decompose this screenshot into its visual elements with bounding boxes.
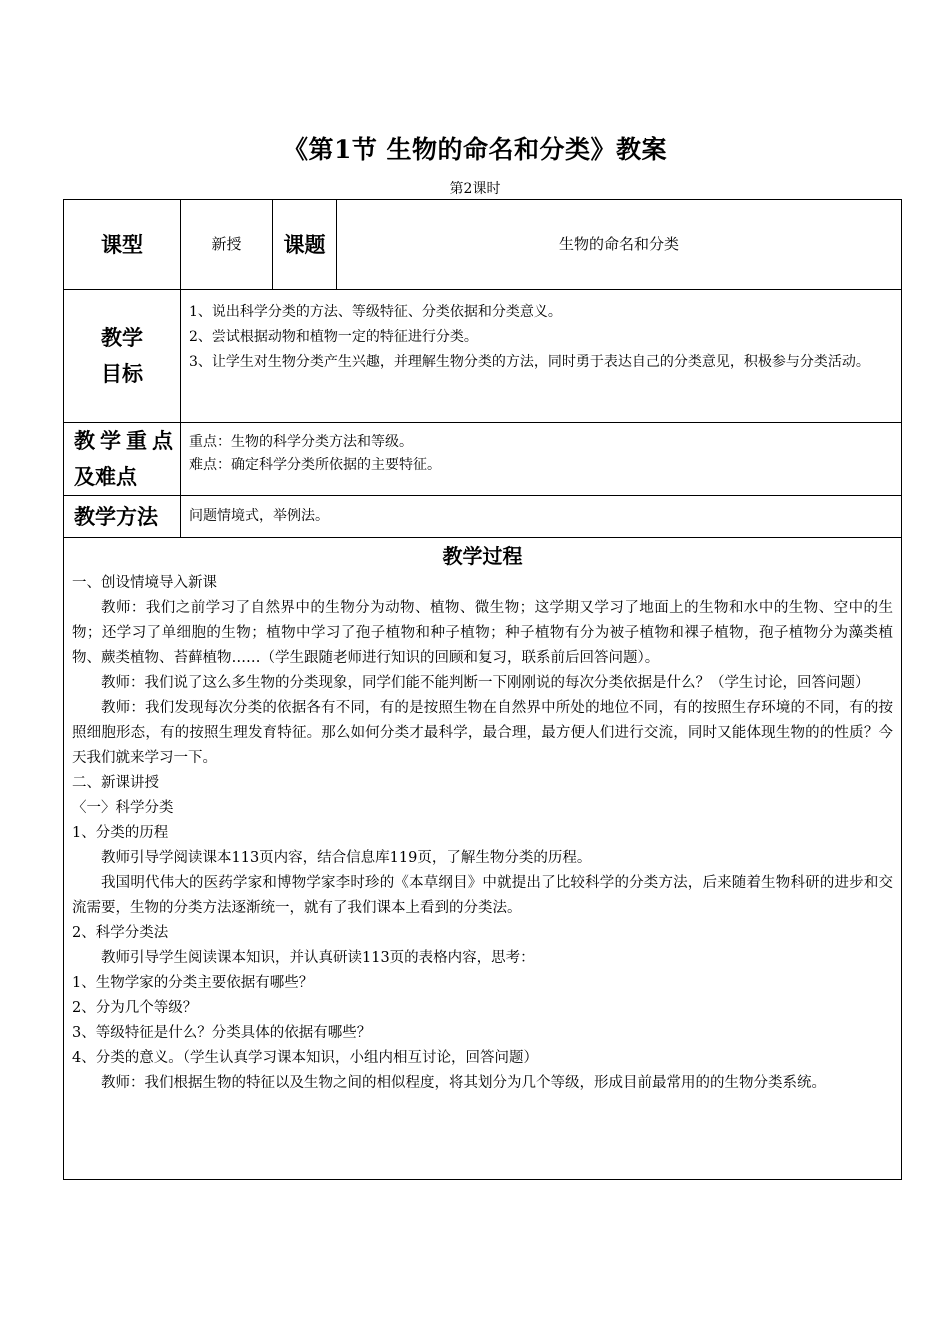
goals-content: [181, 290, 902, 423]
document-title: 《第1节 生物的命名和分类》教案: [282, 135, 668, 164]
lesson-plan-table: [63, 199, 902, 1180]
row-goals: [64, 290, 902, 423]
lesson-period: 第2课时: [449, 181, 501, 197]
process-paragraph: 教师：我们发现每次分类的依据各有不同，有的是按照生物在自然界中所处的地位不同，有的按照生存环境的不同，有的按照细胞形态，有的按照生理发育特征。那么如何分类才最科学，最合理，最方便人们进行交流，同时又能体现生物的的性质？今天我们就来学习一下。: [72, 700, 893, 766]
process-question: 1、生物学家的分类主要依据有哪些？: [72, 975, 314, 991]
row-course-type: [64, 200, 902, 290]
goal-item: 1、说出科学分类的方法、等级特征、分类依据和分类意义。: [189, 304, 562, 320]
process-heading: 二、新课讲授: [72, 775, 159, 791]
process-paragraph: 教师：我们说了这么多生物的分类现象，同学们能不能判断一下刚刚说的每次分类依据是什么？（学生讨论，回答问题）: [101, 675, 870, 691]
process-title: 教学过程: [442, 544, 523, 568]
goal-item: 3、让学生对生物分类产生兴趣，并理解生物分类的方法，同时勇于表达自己的分类意见，积极参与分类活动。: [189, 354, 870, 370]
row-process: [64, 538, 902, 1180]
process-heading: 〈一〉科学分类: [72, 800, 174, 816]
goal-item: 2、尝试根据动物和植物一定的特征进行分类。: [189, 329, 478, 345]
process-heading: 一、创设情境导入新课: [72, 575, 217, 591]
key-points-content: [181, 423, 902, 496]
goals-label: [64, 290, 181, 423]
topic-value: 生物的命名和分类: [337, 200, 902, 290]
key-point-item: 难点：确定科学分类所依据的主要特征。: [189, 457, 441, 473]
key-points-label-line1: 教学重点: [74, 428, 178, 453]
process-paragraph: 我国明代伟大的医药学家和博物学家李时珍的《本草纲目》中就提出了比较科学的分类方法，后来随着生物科研的进步和交流需要，生物的分类方法逐渐统一，就有了我们课本上看到的分类法。: [72, 875, 893, 916]
course-type-value: 新授: [181, 200, 273, 290]
process-heading: 1、分类的历程: [72, 825, 169, 841]
process-question: 2、分为几个等级？: [72, 1000, 198, 1016]
method-label: 教学方法: [64, 496, 181, 538]
row-method: [64, 496, 902, 538]
topic-label: 课题: [273, 200, 337, 290]
process-heading: 2、科学分类法: [72, 925, 169, 941]
course-type-label: 课型: [64, 200, 181, 290]
row-key-points: [64, 423, 902, 496]
process-paragraph: 教师：我们之前学习了自然界中的生物分为动物、植物、微生物；这学期又学习了地面上的生物和水中的生物、空中的生物；还学习了单细胞的生物；植物中学习了孢子植物和种子植物；种子植物有分为被子植物和裸子植物，孢子植物分为藻类植物、蕨类植物、苔藓植物……（学生跟随老师进行知识的回顾和复习，联系前后回答问题）。: [72, 600, 893, 666]
key-points-label-line2: 及难点: [74, 464, 137, 489]
key-points-label: [64, 423, 181, 496]
goals-label-line1: 教学: [101, 325, 143, 350]
process-question: 4、分类的意义。（学生认真学习课本知识，小组内相互讨论，回答问题）: [72, 1050, 538, 1066]
method-value: 问题情境式，举例法。: [181, 496, 902, 538]
key-point-item: 重点：生物的科学分类方法和等级。: [189, 434, 413, 450]
process-paragraph: 教师：我们根据生物的特征以及生物之间的相似程度，将其划分为几个等级，形成目前最常用的的生物分类系统。: [101, 1075, 826, 1091]
goals-label-line2: 目标: [101, 361, 143, 386]
process-question: 3、等级特征是什么？分类具体的依据有哪些？: [72, 1025, 372, 1041]
process-content: [64, 538, 902, 1180]
process-paragraph: 教师引导学阅读课本113页内容，结合信息库119页，了解生物分类的历程。: [101, 850, 592, 866]
process-paragraph: 教师引导学生阅读课本知识，并认真研读113页的表格内容，思考：: [101, 950, 535, 966]
